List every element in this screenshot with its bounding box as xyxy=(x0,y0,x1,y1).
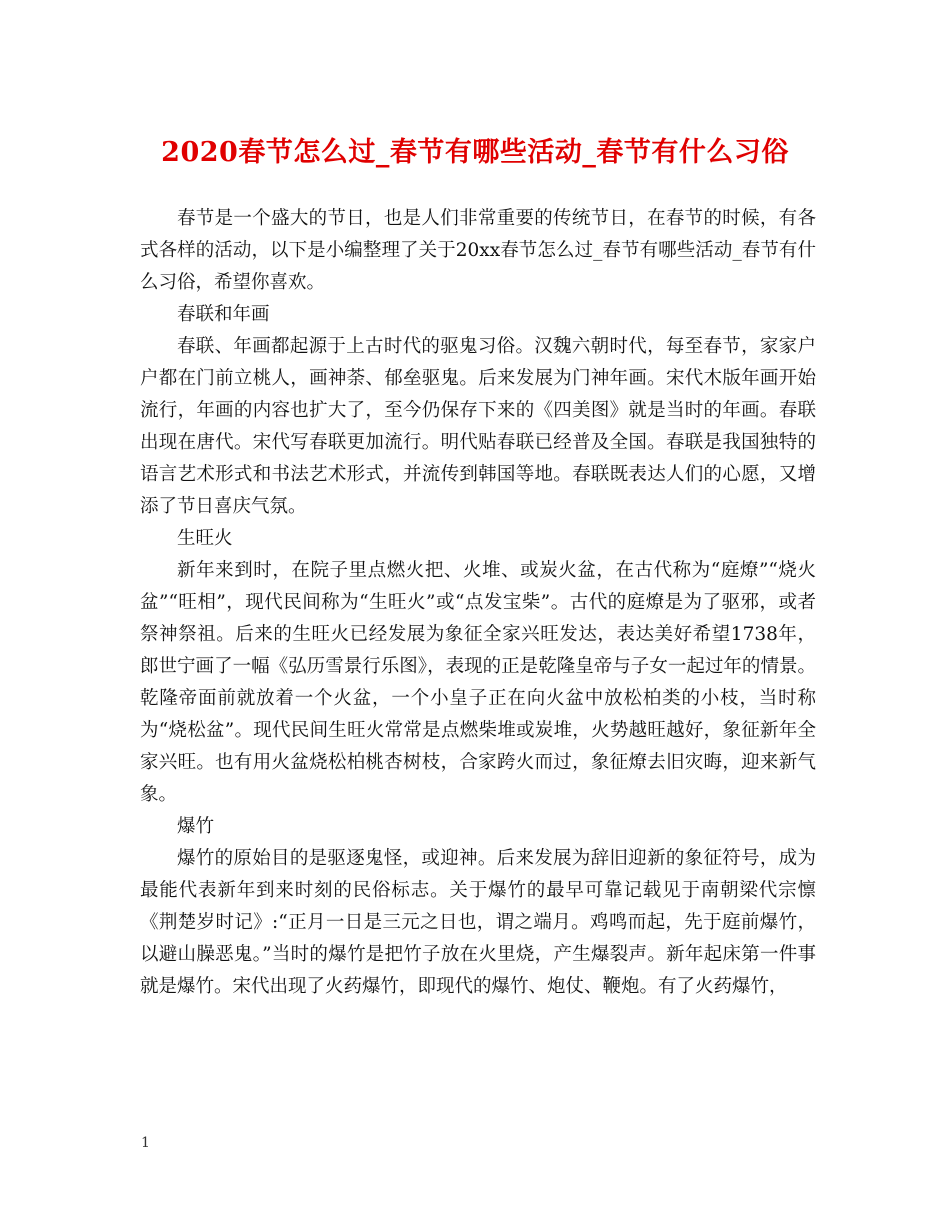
section-heading-spring-couplets: 春联和年画 xyxy=(177,304,270,325)
intro-paragraph: 春节是一个盛大的节日，也是人们非常重要的传统节日，在春节的时候，有各式各样的活动，以下是小编整理了关于20xx春节怎么过_春节有哪些活动_春节有什么习俗，希望你喜欢。 xyxy=(140,208,816,293)
section-heading-prosperity-fire: 生旺火 xyxy=(177,528,233,549)
document-title: 2020春节怎么过_春节有哪些活动_春节有什么习俗 xyxy=(161,137,789,168)
section-heading-firecrackers: 爆竹 xyxy=(177,816,215,837)
prosperity-fire-paragraph: 新年来到时，在院子里点燃火把、火堆、或炭火盆，在古代称为“庭燎”“烧火盆”“旺相”，现代民间称为“生旺火”或“点发宝柴”。古代的庭燎是为了驱邪，或者祭神祭祖。后来的生旺火已经发展为象征全家兴旺发达，表达美好希望1738年，郎世宁画了一幅《弘历雪景行乐图》，表现的正是乾隆皇帝与子女一起过年的情景。乾隆帝面前就放着一个火盆，一个小皇子正在向火盆中放松柏类的小枝，当时称为“烧松盆”。现代民间生旺火常常是点燃柴堆或炭堆，火势越旺越好，象征新年全家兴旺。也有用火盆烧松柏桃杏树枝，合家跨火而过，象征燎去旧灾晦，迎来新气象。 xyxy=(140,560,816,805)
document-body xyxy=(140,203,816,1003)
spring-couplets-paragraph: 春联、年画都起源于上古时代的驱鬼习俗。汉魏六朝时代，每至春节，家家户户都在门前立桃人，画神荼、郁垒驱鬼。后来发展为门神年画。宋代木版年画开始流行，年画的内容也扩大了，至今仍保存下来的《四美图》就是当时的年画。春联出现在唐代。宋代写春联更加流行。明代贴春联已经普及全国。春联是我国独特的语言艺术形式和书法艺术形式，并流传到韩国等地。春联既表达人们的心愿，又增添了节日喜庆气氛。 xyxy=(140,336,816,517)
page-number: 1 xyxy=(141,1135,150,1151)
firecrackers-paragraph: 爆竹的原始目的是驱逐鬼怪，或迎神。后来发展为辞旧迎新的象征符号，成为最能代表新年到来时刻的民俗标志。关于爆竹的最早可靠记载见于南朝梁代宗懔《荆楚岁时记》:“正月一日是三元之日也，谓之端月。鸡鸣而起，先于庭前爆竹，以避山臊恶鬼。”当时的爆竹是把竹子放在火里烧，产生爆裂声。新年起床第一件事就是爆竹。宋代出现了火药爆竹，即现代的爆竹、炮仗、鞭炮。有了火药爆竹， xyxy=(140,848,816,997)
